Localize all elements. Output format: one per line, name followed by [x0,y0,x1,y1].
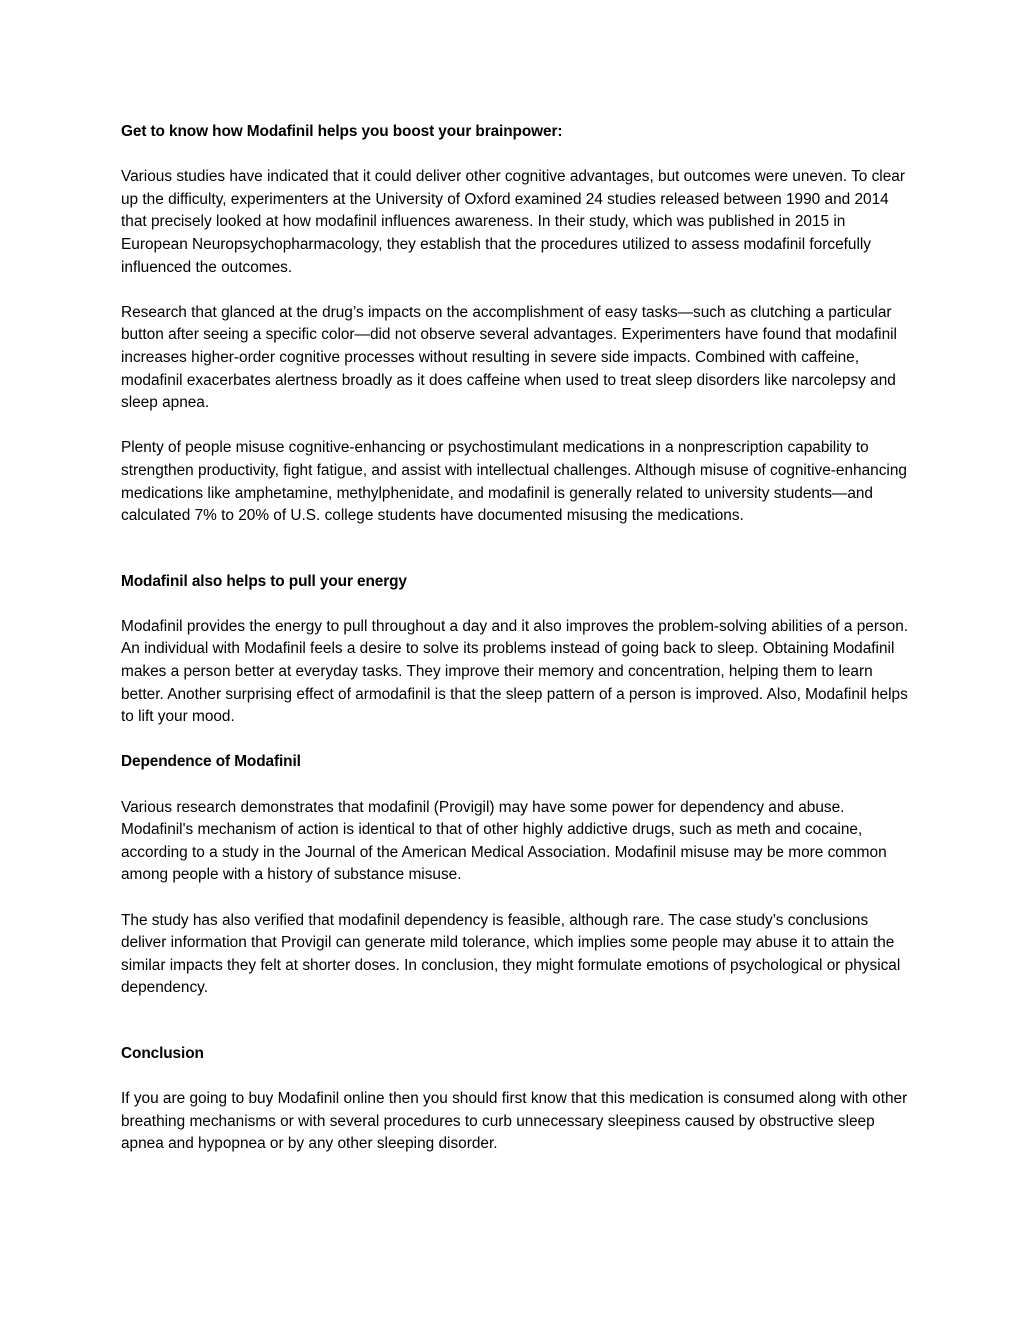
paragraph-studies: Various studies have indicated that it could deliver other cognitive advantages, but outcomes were uneven. To clear up the difficulty, experimenters at the University of Oxford examined 24 studies released between 1990 and 2014 that precisely looked at how modafinil influences awareness. In their study, which was published in 2015 in European Neuropsychopharmacology, they establish that the procedures utilized to assess modafinil forcefully influenced the outcomes. [121,168,905,276]
section-heading-energy: Modafinil also helps to pull your energy [121,572,407,590]
paragraph-dependence: Various research demonstrates that modafinil (Provigil) may have some power for dependency and abuse. Modafinil's mechanism of action is identical to that of other highly addictive drugs, such as meth and cocaine, according to a study in the Journal of the American Medical Association. Modafinil misuse may be more common among people with a history of substance misuse. [121,798,887,884]
section-heading-brainpower: Get to know how Modafinil helps you boost your brainpower: [121,123,563,140]
paragraph-misuse: Plenty of people misuse cognitive-enhancing or psychostimulant medications in a nonprescription capability to strengthen productivity, fight fatigue, and assist with intellectual challenges. Although misuse of cognitive-enhancing medications like amphetamine, methylphenidate, and modafinil is generally related to university students—and calculated 7% to 20% of U.S. college students have documented misusing the medications. [121,439,907,525]
document-page [121,121,911,1156]
section-heading-dependence: Dependence of Modafinil [121,753,301,771]
paragraph-case-study: The study has also verified that modafinil dependency is feasible, although rare. The case study’s conclusions deliver information that Provigil can generate mild tolerance, which implies some people may abuse it to attain the similar impacts they felt at shorter doses. In conclusion, they might formulate emotions of psychological or physical dependency. [121,911,901,997]
paragraph-conclusion: If you are going to buy Modafinil online then you should first know that this medication is consumed along with other breathing mechanisms or with several procedures to curb unnecessary sleepiness caused by obstructive sleep apnea and hypopnea or by any other sleeping disorder. [121,1090,908,1153]
section-heading-conclusion: Conclusion [121,1044,204,1062]
paragraph-energy: Modafinil provides the energy to pull throughout a day and it also improves the problem-solving abilities of a person. An individual with Modafinil feels a desire to solve its problems instead of going back to sleep. Obtaining Modafinil makes a person better at everyday tasks. They improve their memory and concentration, helping them to learn better. Another surprising effect of armodafinil is that the sleep pattern of a person is improved. Also, Modafinil helps to lift your mood. [121,617,909,726]
paragraph-research: Research that glanced at the drug’s impacts on the accomplishment of easy tasks—such as clutching a particular button after seeing a specific color—did not observe several advantages. Experimenters have found that modafinil increases higher-order cognitive processes without resulting in severe side impacts. Combined with caffeine, modafinil exacerbates alertness broadly as it does caffeine when used to treat sleep disorders like narcolepsy and sleep apnea. [121,303,897,412]
